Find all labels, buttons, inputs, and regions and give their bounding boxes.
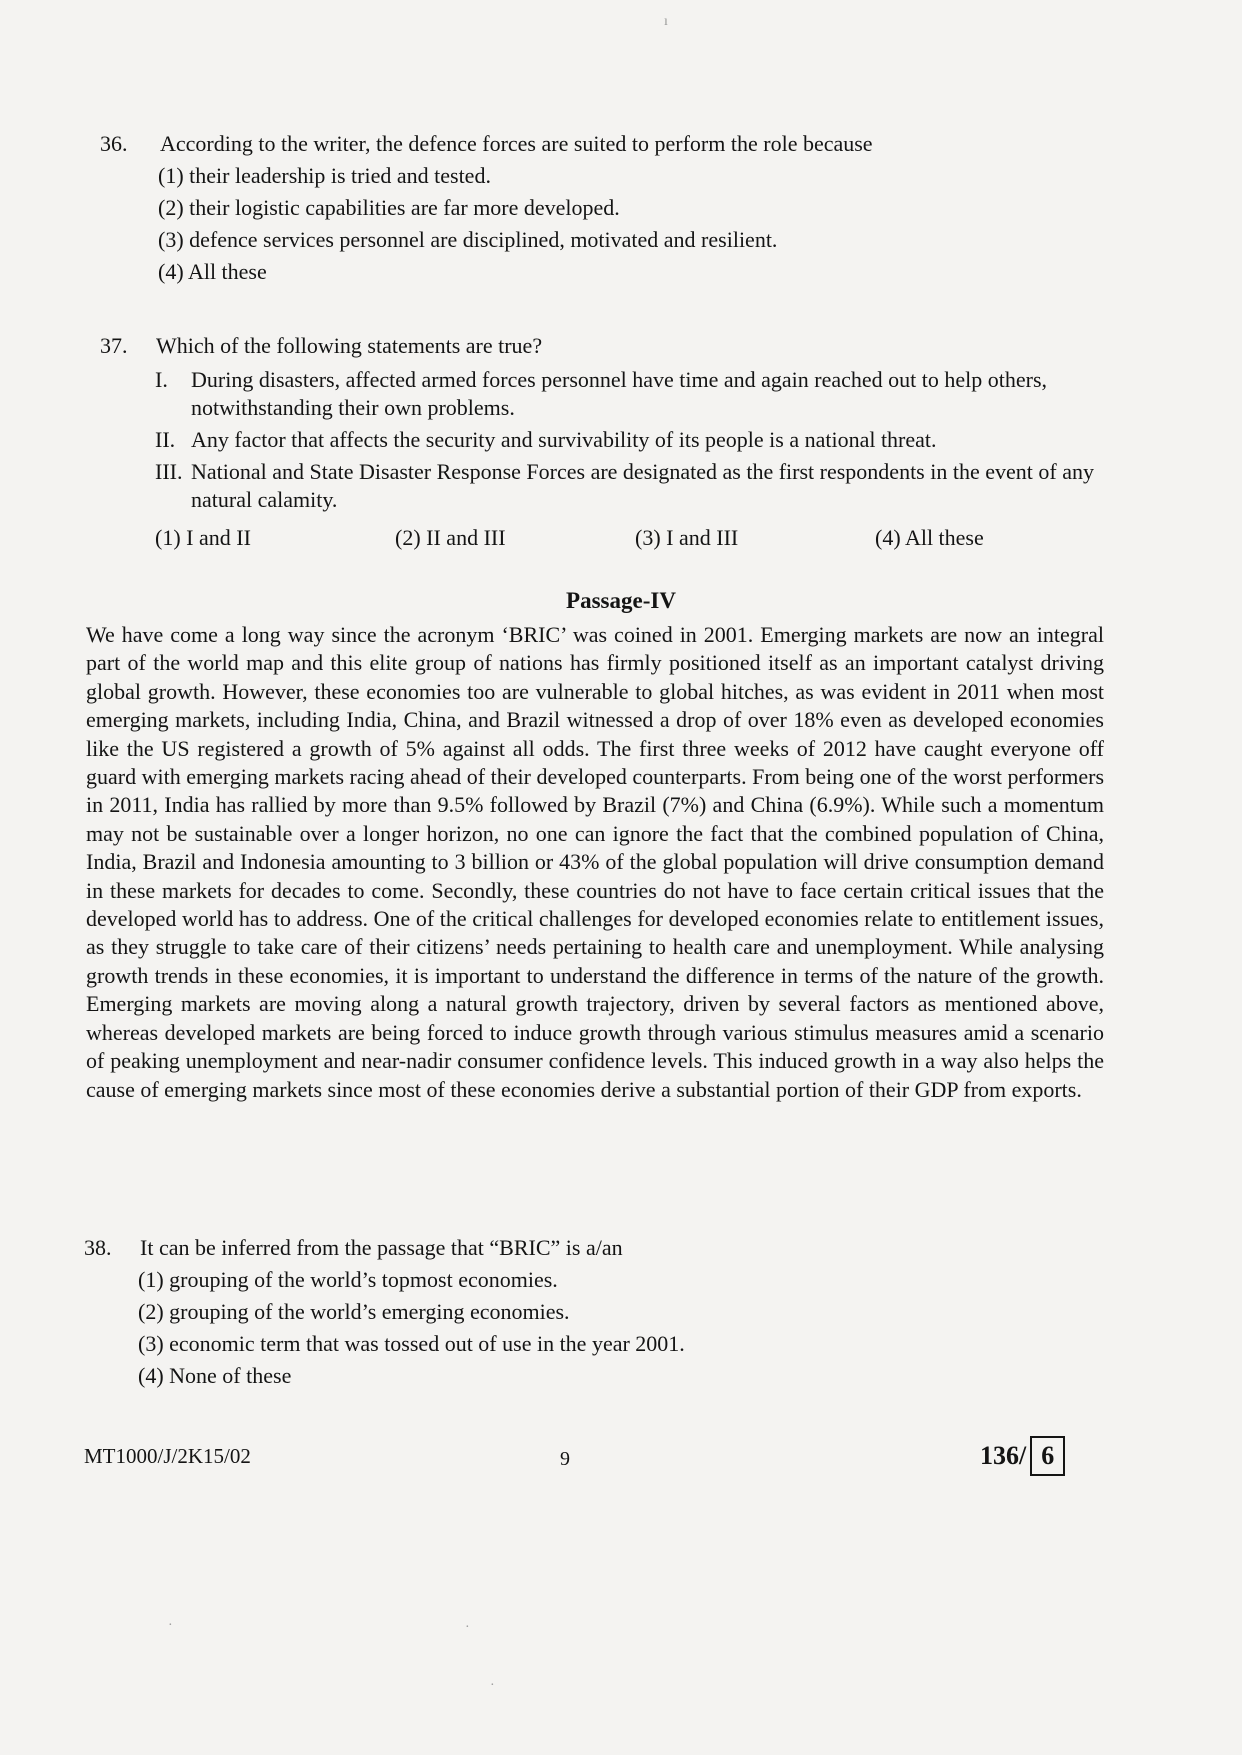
question-stem: It can be inferred from the passage that “BRIC” is a/an <box>140 1235 623 1260</box>
option-1: (1) I and II <box>155 525 251 550</box>
statement-3 <box>155 458 1110 514</box>
option-2: (2) II and III <box>395 525 506 550</box>
set-box: 6 <box>1030 1436 1065 1476</box>
statement-text: National and State Disaster Response Forces are designated as the first respondents in the event of any natural calamity. <box>191 459 1094 512</box>
option-1: (1) their leadership is tried and tested. <box>158 163 491 188</box>
option-3: (3) I and III <box>635 525 739 550</box>
options-list <box>138 1264 1094 1392</box>
statement-text: During disasters, affected armed forces personnel have time and again reached out to help others, notwithstanding their own problems. <box>191 367 1048 420</box>
option-2: (2) their logistic capabilities are far more developed. <box>158 195 620 220</box>
scan-mark: · <box>168 1618 173 1633</box>
option-3: (3) defence services personnel are disciplined, motivated and resilient. <box>158 227 778 252</box>
options-row <box>155 522 1110 554</box>
scan-mark: · <box>490 1678 495 1693</box>
page-number: 9 <box>560 1448 570 1470</box>
statement-1 <box>155 366 1110 422</box>
paper-code: MT1000/J/2K15/02 <box>84 1444 251 1468</box>
question-number: 38. <box>84 1235 112 1260</box>
statement-numeral: II. <box>155 427 176 452</box>
set-number: 136/ <box>980 1441 1027 1470</box>
passage-text: We have come a long way since the acronym ‘BRIC’ was coined in 2001. Emerging markets are now an integral part of the world map and this elite group of nations has firmly positioned itself as an important catalyst driving global growth. However, these economies too are vulnerable to global hitches, as was evident in 2011 when most emerging markets, including India, China, and Brazil witnessed a drop of over 18% even as developed economies like the US registered a growth of 5% against all odds. The first three weeks of 2012 have caught everyone off guard with emerging markets racing ahead of their developed counterparts. From being one of the worst performers in 2011, India has rallied by more than 9.5% followed by Brazil (7%) and China (6.9%). While such a momentum may not be sustainable over a longer horizon, no one can ignore the fact that the combined population of China, India, Brazil and Indonesia amounting to 3 billion or 43% of the global population will drive consumption demand in these markets for decades to come. Secondly, these countries do not have to face certain critical issues that the developed world has to address. One of the critical challenges for developed economies relate to entitlement issues, as they struggle to take care of their citizens’ needs pertaining to health care and unemployment. While analysing growth trends in these economies, it is important to understand the difference in terms of the nature of the growth. Emerging markets are moving along a natural growth trajectory, driven by several factors as mentioned above, whereas developed markets are being forced to induce growth through various stimulus measures amid a scenario of peaking unemployment and near-nadir consumer confidence levels. This induced growth in a way also helps the cause of emerging markets since most of these economies derive a substantial portion of their GDP from exports. <box>86 622 1104 1102</box>
passage-title: Passage-IV <box>566 588 676 613</box>
option-4: (4) All these <box>875 525 984 550</box>
statement-numeral: I. <box>155 367 168 392</box>
question-number: 36. <box>100 131 128 156</box>
option-1: (1) grouping of the world’s topmost economies. <box>138 1267 558 1292</box>
question-number: 37. <box>100 333 128 358</box>
option-4: (4) None of these <box>138 1363 292 1388</box>
question-stem: According to the writer, the defence forces are suited to perform the role because <box>160 131 873 156</box>
scan-mark: ı <box>664 14 668 29</box>
question-36 <box>100 128 1110 288</box>
option-2: (2) grouping of the world’s emerging economies. <box>138 1299 570 1324</box>
option-4: (4) All these <box>158 259 267 284</box>
option-3: (3) economic term that was tossed out of use in the year 2001. <box>138 1331 685 1356</box>
scan-mark: · <box>465 1620 470 1635</box>
question-37 <box>100 330 1110 554</box>
question-38 <box>84 1232 1094 1392</box>
set-label <box>980 1436 1065 1476</box>
options-list <box>158 160 1110 288</box>
question-stem: Which of the following statements are true? <box>156 333 543 358</box>
statement-numeral: III. <box>155 459 183 484</box>
statement-text: Any factor that affects the security and survivability of its people is a national threat. <box>191 427 937 452</box>
statement-2 <box>155 426 1110 454</box>
